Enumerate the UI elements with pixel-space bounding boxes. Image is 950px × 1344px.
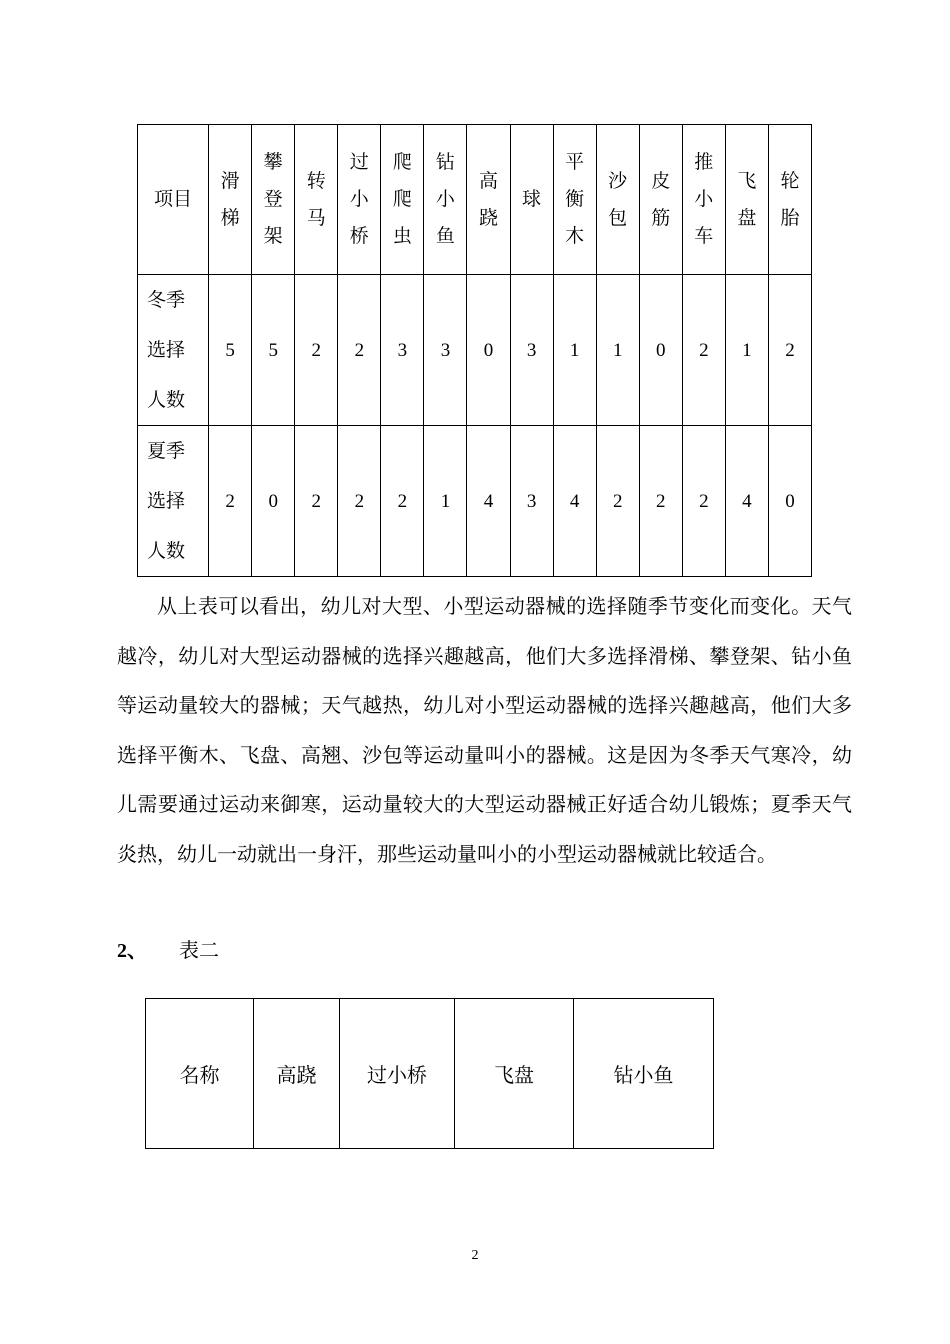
- table-row: [146, 999, 714, 1149]
- value-cell: 2: [682, 426, 725, 577]
- value-cell: 1: [424, 426, 467, 577]
- row-label-cell: 夏季选择人数: [138, 426, 209, 577]
- header-cell: 推小车: [682, 125, 725, 275]
- header-cell: 轮胎: [768, 125, 811, 275]
- value-cell: 3: [424, 275, 467, 426]
- table-cell: 过小桥: [340, 999, 455, 1149]
- value-cell: 2: [639, 426, 682, 577]
- value-cell: 0: [639, 275, 682, 426]
- value-cell: 2: [295, 275, 338, 426]
- section-title: 表二: [179, 938, 219, 962]
- value-cell: 4: [553, 426, 596, 577]
- header-cell: 高跷: [467, 125, 510, 275]
- value-cell: 3: [510, 275, 553, 426]
- value-cell: 5: [252, 275, 295, 426]
- header-cell: 飞盘: [725, 125, 768, 275]
- table-cell: 钻小鱼: [574, 999, 714, 1149]
- header-cell: 攀登架: [252, 125, 295, 275]
- value-cell: 2: [338, 426, 381, 577]
- value-cell: 2: [682, 275, 725, 426]
- header-cell: 皮筋: [639, 125, 682, 275]
- value-cell: 4: [725, 426, 768, 577]
- header-cell: 钻小鱼: [424, 125, 467, 275]
- analysis-paragraph: 从上表可以看出，幼儿对大型、小型运动器械的选择随季节变化而变化。天气越冷，幼儿对大型运动器械的选择兴趣越高，他们大多选择滑梯、攀登架、钻小鱼等运动量较大的器械；天气越热，幼儿对小型运动器械的选择兴趣越高，他们大多选择平衡木、飞盘、高翘、沙包等运动量叫小的器械。这是因为冬季天气寒冷，幼儿需要通过运动来御寒，运动量较大的大型运动器械正好适合幼儿锻炼；夏季天气炎热，幼儿一动就出一身汗，那些运动量叫小的小型运动器械就比较适合。: [117, 594, 852, 866]
- value-cell: 5: [209, 275, 252, 426]
- table-row-winter: [138, 275, 812, 426]
- section-number: 2、: [117, 940, 147, 962]
- equipment-selection-table: [137, 124, 812, 577]
- value-cell: 2: [338, 275, 381, 426]
- value-cell: 2: [596, 426, 639, 577]
- value-cell: 1: [553, 275, 596, 426]
- table-cell: 高跷: [254, 999, 340, 1149]
- value-cell: 3: [510, 426, 553, 577]
- table-row-summer: [138, 426, 812, 577]
- table-cell: 名称: [146, 999, 254, 1149]
- header-label-cell: 项目: [138, 125, 209, 275]
- header-cell: 沙包: [596, 125, 639, 275]
- header-cell: 球: [510, 125, 553, 275]
- header-cell: 过小桥: [338, 125, 381, 275]
- table-cell: 飞盘: [455, 999, 574, 1149]
- header-cell: 爬爬虫: [381, 125, 424, 275]
- value-cell: 1: [725, 275, 768, 426]
- page-number: 2: [471, 1248, 479, 1263]
- header-cell: 转马: [295, 125, 338, 275]
- header-cell: 平衡木: [553, 125, 596, 275]
- value-cell: 0: [252, 426, 295, 577]
- table-header-row: [138, 125, 812, 275]
- value-cell: 0: [768, 426, 811, 577]
- value-cell: 2: [381, 426, 424, 577]
- value-cell: 2: [209, 426, 252, 577]
- value-cell: 3: [381, 275, 424, 426]
- value-cell: 4: [467, 426, 510, 577]
- value-cell: 0: [467, 275, 510, 426]
- row-label-cell: 冬季选择人数: [138, 275, 209, 426]
- header-cell: 滑梯: [209, 125, 252, 275]
- value-cell: 2: [295, 426, 338, 577]
- table-two: [145, 998, 714, 1149]
- value-cell: 2: [768, 275, 811, 426]
- section-heading: [117, 932, 219, 969]
- value-cell: 1: [596, 275, 639, 426]
